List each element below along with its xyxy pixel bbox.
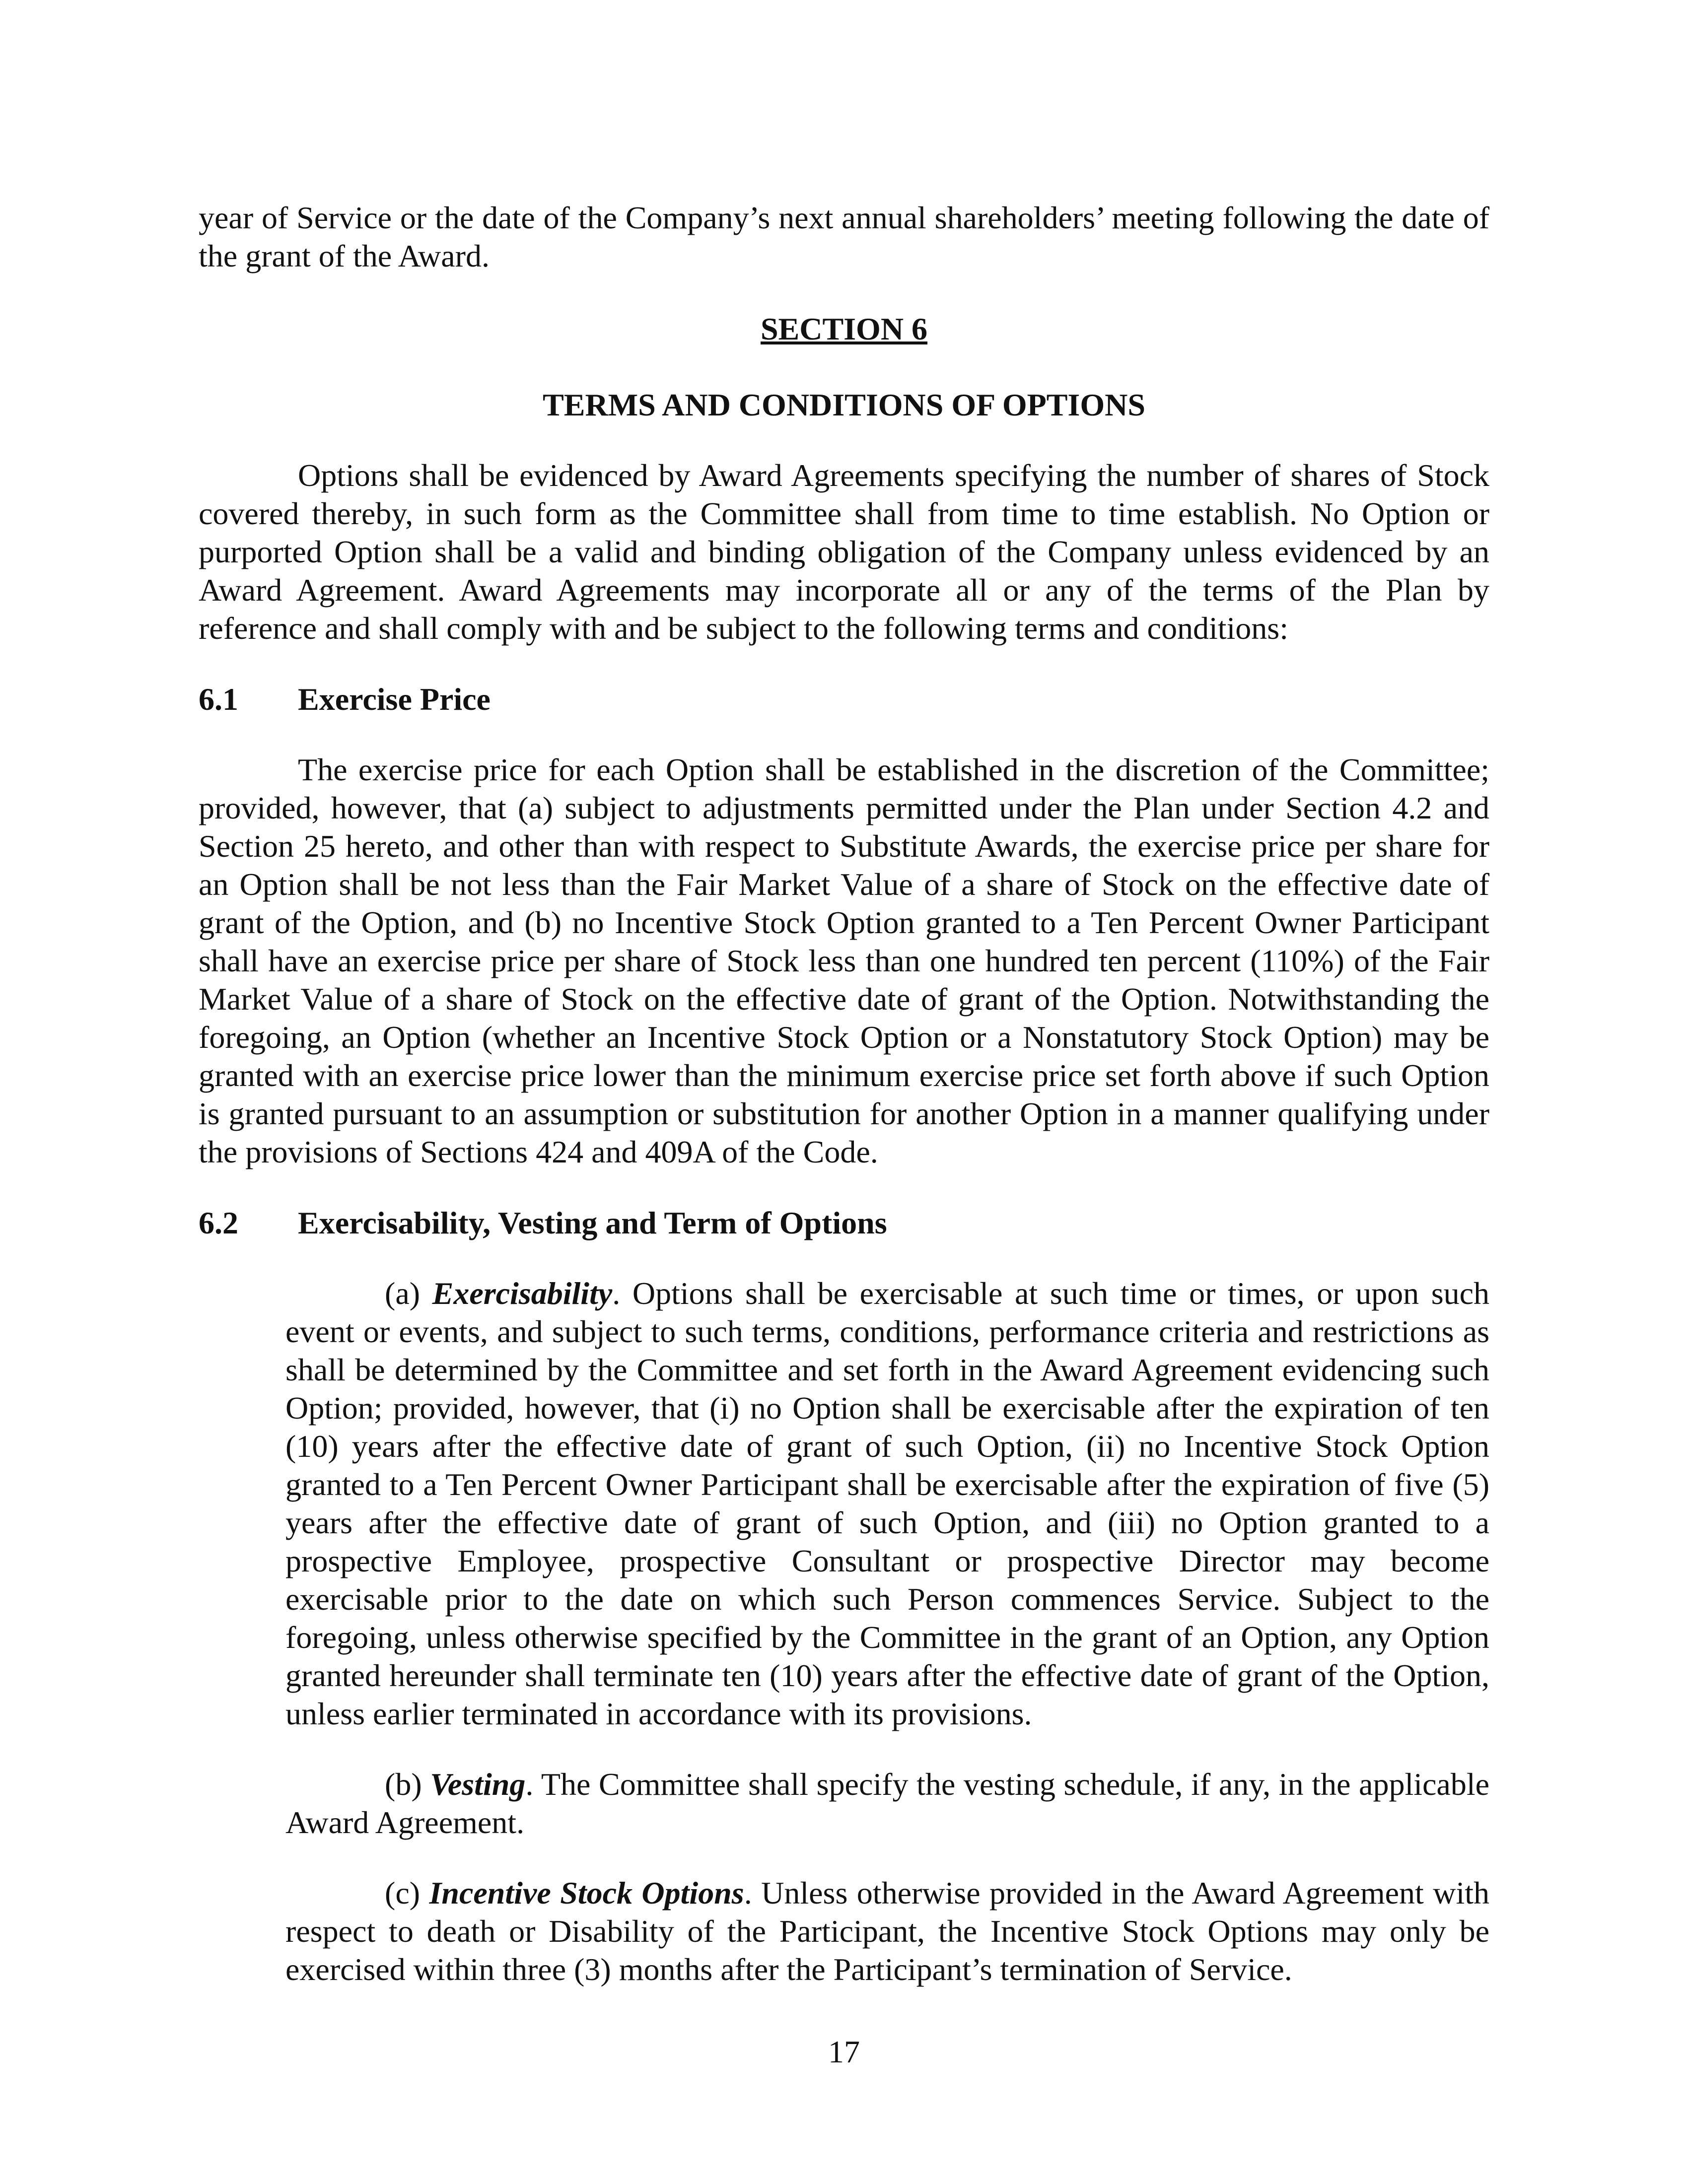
- page-number: 17: [828, 2034, 860, 2069]
- exercise-price-paragraph: The exercise price for each Option shall be established in the discretion of the Committee; provided, however, that (a) subject to adjustments permitted under the Plan under Section 4.2 and Section 25 hereto, and other than with respect to Substitute Awards, the exercise price per share for an Option shall be not less than the Fair Market Value of a share of Stock on the effective date of grant of the Option, and (b) no Incentive Stock Option granted to a Ten Percent Owner Participant shall have an exercise price per share of Stock less than one hundred ten percent (110%) of the Fair Market Value of a share of Stock on the effective date of grant of the Option. Notwithstanding the foregoing, an Option (whether an Incentive Stock Option or a Nonstatutory Stock Option) may be granted with an exercise price lower than the minimum exercise price set forth above if such Option is granted pursuant to an assumption or substitution for another Option in a manner qualifying under the provisions of Sections 424 and 409A of the Code.: [199, 752, 1489, 1169]
- clause-prefix: (b): [385, 1767, 430, 1802]
- subsection-title: Exercisability, Vesting and Term of Options: [298, 1205, 887, 1240]
- exercisability-paragraph: [285, 1274, 1489, 1733]
- clause-text: . Options shall be exercisable at such time or times, or upon such event or events, and subject to such terms, conditions, performance criteria and restrictions as shall be determined by the Committee and set forth in the Award Agreement evidencing such Option; provided, however, that (i) no Option shall be exercisable after the expiration of ten (10) years after the effective date of grant of such Option, (ii) no Incentive Stock Option granted to a Ten Percent Owner Participant shall be exercisable after the expiration of five (5) years after the effective date of grant of such Option, and (iii) no Option granted to a prospective Employee, prospective Consultant or prospective Director may become exercisable prior to the date on which such Person commences Service. Subject to the foregoing, unless otherwise specified by the Committee in the grant of an Option, any Option granted hereunder shall terminate ten (10) years after the effective date of grant of the Option, unless earlier terminated in accordance with its provisions.: [285, 1276, 1489, 1731]
- clause-text: . Unless otherwise provided in the Award Agreement with respect to death or Disability of the Participant, the Incentive Stock Options may only be exercised within three (3) months after the Participant’s termination of Service.: [285, 1875, 1489, 1987]
- section-title: TERMS AND CONDITIONS OF OPTIONS: [543, 387, 1145, 422]
- subsection-title: Exercise Price: [298, 682, 491, 717]
- subsection-number: 6.1: [199, 682, 238, 717]
- clause-label: Incentive Stock Options: [429, 1875, 744, 1911]
- section-heading: SECTION 6: [760, 311, 928, 346]
- vesting-paragraph: [285, 1765, 1489, 1842]
- subsection-number: 6.2: [199, 1205, 238, 1240]
- clause-prefix: (c): [385, 1875, 429, 1911]
- document-page: [199, 199, 1489, 1988]
- clause-label: Exercisability: [432, 1276, 613, 1311]
- subsection-6-1-heading: [199, 680, 1489, 718]
- section-intro-paragraph: Options shall be evidenced by Award Agreements specifying the number of shares of Stock covered thereby, in such form as the Committee shall from time to time establish. No Option or purported Option shall be a valid and binding obligation of the Company unless evidenced by an Award Agreement. Award Agreements may incorporate all or any of the terms of the Plan by reference and shall comply with and be subject to the following terms and conditions:: [199, 458, 1489, 646]
- subsection-6-2-heading: [199, 1204, 1489, 1242]
- clause-prefix: (a): [385, 1276, 432, 1311]
- incentive-stock-options-paragraph: [285, 1874, 1489, 1988]
- clause-label: Vesting: [430, 1767, 526, 1802]
- carryover-paragraph: year of Service or the date of the Company’s next annual shareholders’ meeting following the date of the grant of the Award.: [199, 200, 1489, 273]
- clause-text: . The Committee shall specify the vesting schedule, if any, in the applicable Award Agreement.: [285, 1767, 1490, 1840]
